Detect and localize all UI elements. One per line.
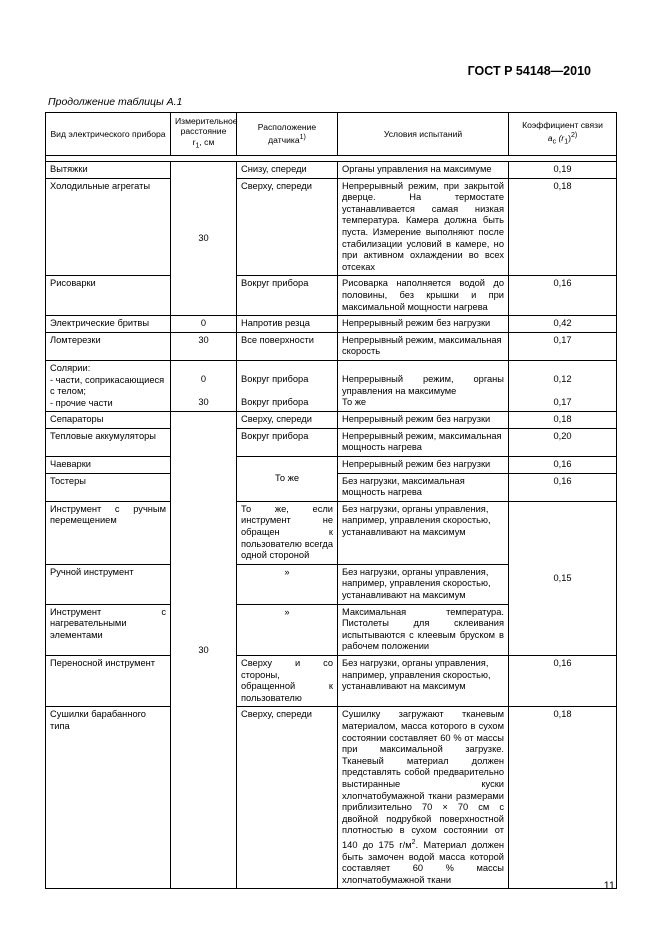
conditions-b: То же [342, 397, 367, 408]
distance-b: 30 [198, 396, 209, 407]
table-row [46, 428, 617, 456]
cell-distance [171, 360, 237, 411]
cell-device: Переносной инструмент [46, 655, 171, 706]
cell-conditions: Непрерывный режим без нагрузки [338, 412, 509, 429]
cell-sensor: Вокруг прибора [237, 428, 338, 456]
table-caption: Продолжение таблицы А.1 [48, 96, 183, 108]
cell-sensor: Сверху, спереди [237, 707, 338, 889]
cell-conditions: Без нагрузки, органы управления, например, управления скоростью, устанавливают на максимум [338, 564, 509, 604]
cell-device: Вытяжки [46, 162, 171, 179]
cell-device [46, 360, 171, 411]
coef-b: 0,17 [553, 396, 572, 407]
cell-coef [509, 360, 617, 411]
col-device-header: Вид электрического прибора [46, 113, 171, 156]
cell-conditions: Без нагрузки, максимальная мощность нагрева [338, 473, 509, 501]
cell-conditions: Сушилку загружают тканевым материалом, масса которого в сухом состоянии составляет 60 % от массы при максимальной загрузке. Тканевый материал должен представлять собой предварительно выстиранные куски хлопчатобумажной ткани размерами приблизительно 70 × 70 см с двойной подрубкой поверхностной плотностью в сухом состоянии от 140 до 175 $г/м^2$. Материал должен быть замочен водой масса которой составляет 60 % массы хлопчатобумажной ткани [338, 707, 509, 889]
cell-conditions: Рисоварка наполняется водой до половины, без крышки и при максимальной мощности нагрева [338, 276, 509, 316]
device-title: Солярии: [50, 362, 91, 373]
cell-coef: 0,19 [509, 162, 617, 179]
coef-a: 0,12 [553, 373, 572, 384]
table-row [46, 360, 617, 411]
col-conditions-header: Условия испытаний [338, 113, 509, 156]
device-sub-b: - прочие части [50, 397, 113, 408]
cell-conditions: Максимальная температура. Пистолеты для склеивания испытываются с клеевым бруском в рабочем положении [338, 604, 509, 655]
cell-sensor: » [237, 604, 338, 655]
cell-device: Тостеры [46, 473, 171, 501]
cell-distance: 30 [171, 332, 237, 360]
cell-sensor: » [237, 564, 338, 604]
sensor-a: Вокруг прибора [241, 373, 309, 384]
cell-coef: 0,16 [509, 276, 617, 316]
col-coef-header: Коэффициент связи $a_c$ $(r_1)^{2)}$ [509, 113, 617, 156]
page-number: 11 [603, 880, 615, 892]
cell-coef: 0,42 [509, 316, 617, 333]
cell-sensor: Сверху и со стороны, обращенной к пользователю [237, 655, 338, 706]
cell-conditions: Непрерывный режим без нагрузки [338, 316, 509, 333]
cell-sensor [237, 360, 338, 411]
cell-device: Рисоварки [46, 276, 171, 316]
cell-device: Тепловые аккумуляторы [46, 428, 171, 456]
cell-device: Инструмент с нагревательными элементами [46, 604, 171, 655]
table-row [46, 178, 617, 276]
cell-device: Сепараторы [46, 412, 171, 429]
cell-distance-merged: 30 [171, 162, 237, 316]
cell-device: Ломтерезки [46, 332, 171, 360]
cell-conditions: Непрерывный режим без нагрузки [338, 457, 509, 474]
col-distance-header: Измерительное расстояние $r_1$, см [171, 113, 237, 156]
data-table [45, 112, 616, 889]
table-row [46, 332, 617, 360]
cell-distance-merged: 30 [171, 412, 237, 889]
cell-coef: 0,16 [509, 457, 617, 474]
cell-device: Ручной инструмент [46, 564, 171, 604]
table-row [46, 457, 617, 474]
table-row [46, 162, 617, 179]
cell-device: Сушилки барабанного типа [46, 707, 171, 889]
cell-conditions: Органы управления на максимуме [338, 162, 509, 179]
device-sub-a: - части, соприкасающиеся с телом; [50, 374, 165, 397]
cell-sensor: Все поверхности [237, 332, 338, 360]
cell-coef: 0,16 [509, 655, 617, 706]
cell-sensor: Сверху, спереди [237, 178, 338, 276]
cell-device: Чаеварки [46, 457, 171, 474]
cell-sensor: Сверху, спереди [237, 412, 338, 429]
cell-conditions [338, 360, 509, 411]
cell-conditions: Непрерывный режим, максимальная мощность нагрева [338, 428, 509, 456]
cell-sensor: Снизу, спереди [237, 162, 338, 179]
document-header: ГОСТ Р 54148—2010 [467, 64, 591, 78]
cell-sensor: Напротив резца [237, 316, 338, 333]
cell-sensor-merged: То же [237, 457, 338, 502]
cell-device: Инструмент с ручным перемещением [46, 501, 171, 564]
cell-coef-merged: 0,15 [509, 501, 617, 655]
cell-coef: 0,17 [509, 332, 617, 360]
cell-distance: 0 [171, 316, 237, 333]
cell-coef: 0,18 [509, 707, 617, 889]
table-header-row [46, 113, 617, 156]
col-sensor-header: Расположение датчика$^{1)}$ [237, 113, 338, 156]
cell-coef: 0,18 [509, 178, 617, 276]
conditions-a: Непрерывный режим, органы управления на максимуме [342, 373, 504, 396]
table-row [46, 316, 617, 333]
cell-conditions: Непрерывный режим, максимальная скорость [338, 332, 509, 360]
distance-a: 0 [200, 373, 207, 384]
table-row [46, 655, 617, 706]
cell-sensor: Вокруг прибора [237, 276, 338, 316]
cell-device: Холодильные агрегаты [46, 178, 171, 276]
table-row [46, 276, 617, 316]
cell-coef: 0,16 [509, 473, 617, 501]
table-row [46, 412, 617, 429]
cell-coef: 0,18 [509, 412, 617, 429]
cell-coef: 0,20 [509, 428, 617, 456]
cell-device: Электрические бритвы [46, 316, 171, 333]
cell-sensor: То же, если инструмент не обращен к пользователю всегда одной стороной [237, 501, 338, 564]
sensor-b: Вокруг прибора [241, 396, 309, 407]
table-row [46, 707, 617, 889]
table-row [46, 501, 617, 564]
cell-conditions: Без нагрузки, органы управления, например, управления скоростью, устанавливают на максимум [338, 655, 509, 706]
cell-conditions: Без нагрузки, органы управления, например, управления скоростью, устанавливают на максимум [338, 501, 509, 564]
cell-conditions: Непрерывный режим, при закрытой дверце. На термостате устанавливается самая низкая температура. Камера должна быть пуста. Измерение выполняют после стабилизации условий в камере, но при активном охлаждении во всех отсеках [338, 178, 509, 276]
